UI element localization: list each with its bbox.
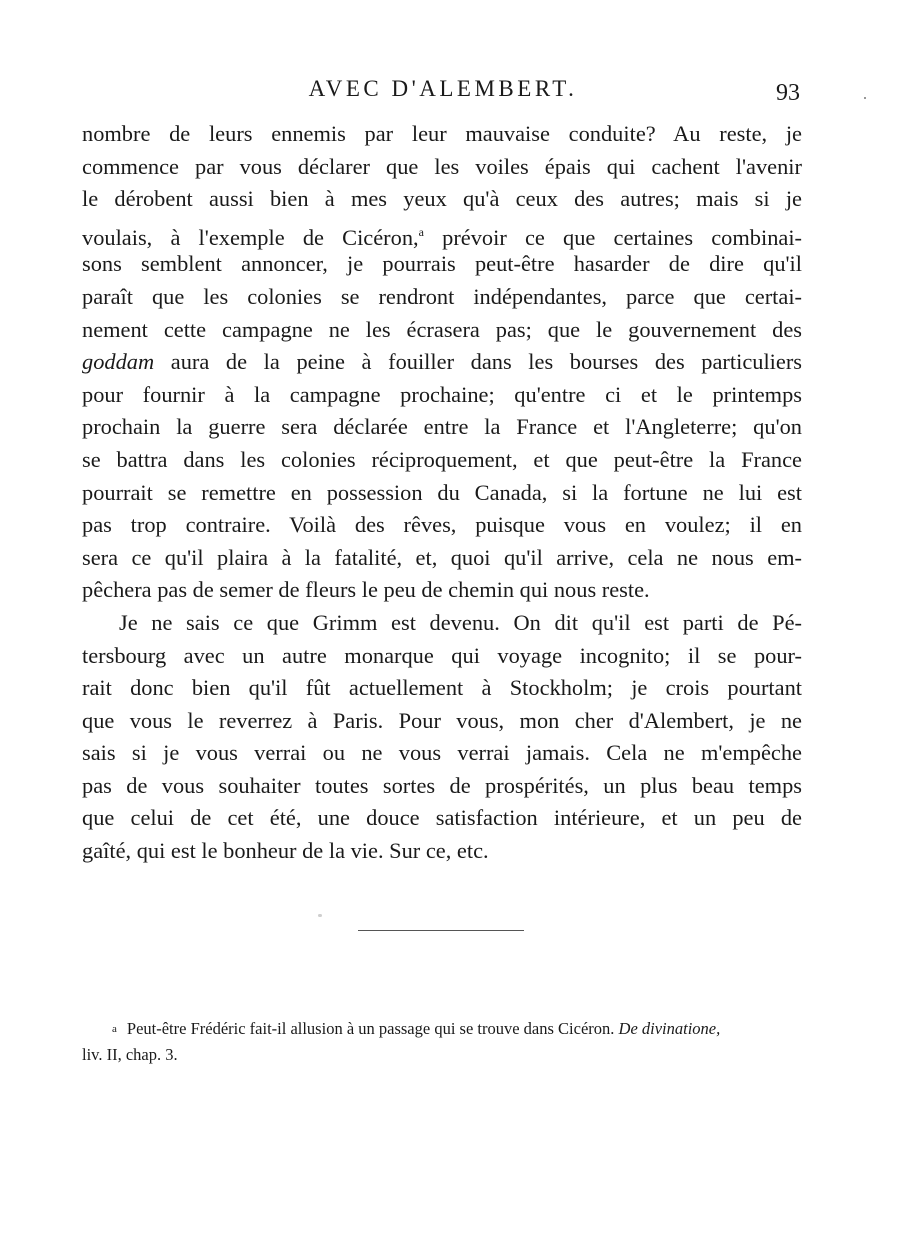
running-title: AVEC D'ALEMBERT. (308, 76, 578, 101)
footnote (82, 1016, 802, 1068)
footnote-line (82, 1016, 802, 1042)
text-line: rait donc bien qu'il fût actuellement à Stockholm; je crois pourtant (82, 675, 802, 701)
running-head (0, 76, 900, 116)
body-text (82, 118, 802, 868)
paragraph-1 (82, 118, 802, 607)
text-line: pas de vous souhaiter toutes sortes de prospérités, un plus beau temps (82, 772, 802, 798)
text-line: se battra dans les colonies réciproquement, et que peut-être la France (82, 446, 802, 472)
text-segment: prévoir ce que certaines combinai- (423, 224, 803, 250)
text-line: sera ce qu'il plaira à la fatalité, et, quoi qu'il arrive, cela ne nous em- (82, 544, 802, 570)
text-line: que celui de cet été, une douce satisfaction intérieure, et un peu de (82, 805, 802, 831)
footnote-reference: a (418, 224, 424, 239)
footnote-italic-title: De divinatione, (618, 1019, 721, 1038)
text-line: gaîté, qui est le bonheur de la vie. Sur ce, etc. (82, 838, 489, 864)
text-line: sais si je vous verrai ou ne vous verrai jamais. Cela ne m'empêche (82, 740, 802, 766)
text-line: Je ne sais ce que Grimm est devenu. On dit qu'il est parti de Pé- (119, 609, 802, 635)
text-line: pas trop contraire. Voilà des rêves, puisque vous en voulez; il en (82, 512, 802, 538)
text-line: prochain la guerre sera déclarée entre la France et l'Angleterre; qu'on (82, 414, 802, 440)
text-line: nombre de leurs ennemis par leur mauvaise conduite? Au reste, je (82, 121, 802, 146)
text-line: que vous le reverrez à Paris. Pour vous, mon cher d'Alembert, je ne (82, 707, 802, 733)
text-line: sons semblent annoncer, je pourrais peut-être hasarder de dire qu'il (82, 251, 802, 277)
text-line: pour fournir à la campagne prochaine; qu'entre ci et le printemps (82, 381, 802, 407)
text-line: le dérobent aussi bien à mes yeux qu'à ceux des autres; mais si je (82, 186, 802, 212)
text-segment: voulais, à l'exemple de Cicéron, (82, 224, 419, 250)
text-line: nement cette campagne ne les écrasera pas; que le gouvernement des (82, 316, 802, 342)
text-line (82, 216, 802, 249)
text-line: tersbourg avec un autre monarque qui voyage incognito; il se pour- (82, 642, 802, 668)
paper-smudge (318, 914, 322, 917)
footnote-line: liv. II, chap. 3. (82, 1045, 178, 1064)
edge-speck (864, 97, 866, 99)
footnote-mark: a (112, 1023, 117, 1035)
text-line: paraît que les colonies se rendront indépendantes, parce que certai- (82, 283, 802, 309)
text-line: commence par vous déclarer que les voiles épais qui cachent l'avenir (82, 153, 802, 179)
text-line: pourrait se remettre en possession du Canada, si la fortune ne lui est (82, 479, 802, 505)
page-number: 93 (776, 80, 800, 106)
italic-word: goddam (82, 349, 155, 375)
text-line (82, 346, 802, 379)
text-segment: aura de la peine à fouiller dans les bourses des particuliers (154, 349, 802, 375)
footnote-separator-rule (358, 930, 524, 931)
text-line: pêchera pas de semer de fleurs le peu de chemin qui nous reste. (82, 577, 650, 603)
paragraph-2 (82, 607, 802, 868)
footnote-text: Peut-être Frédéric fait-il allusion à un passage qui se trouve dans Cicéron. (126, 1019, 615, 1038)
